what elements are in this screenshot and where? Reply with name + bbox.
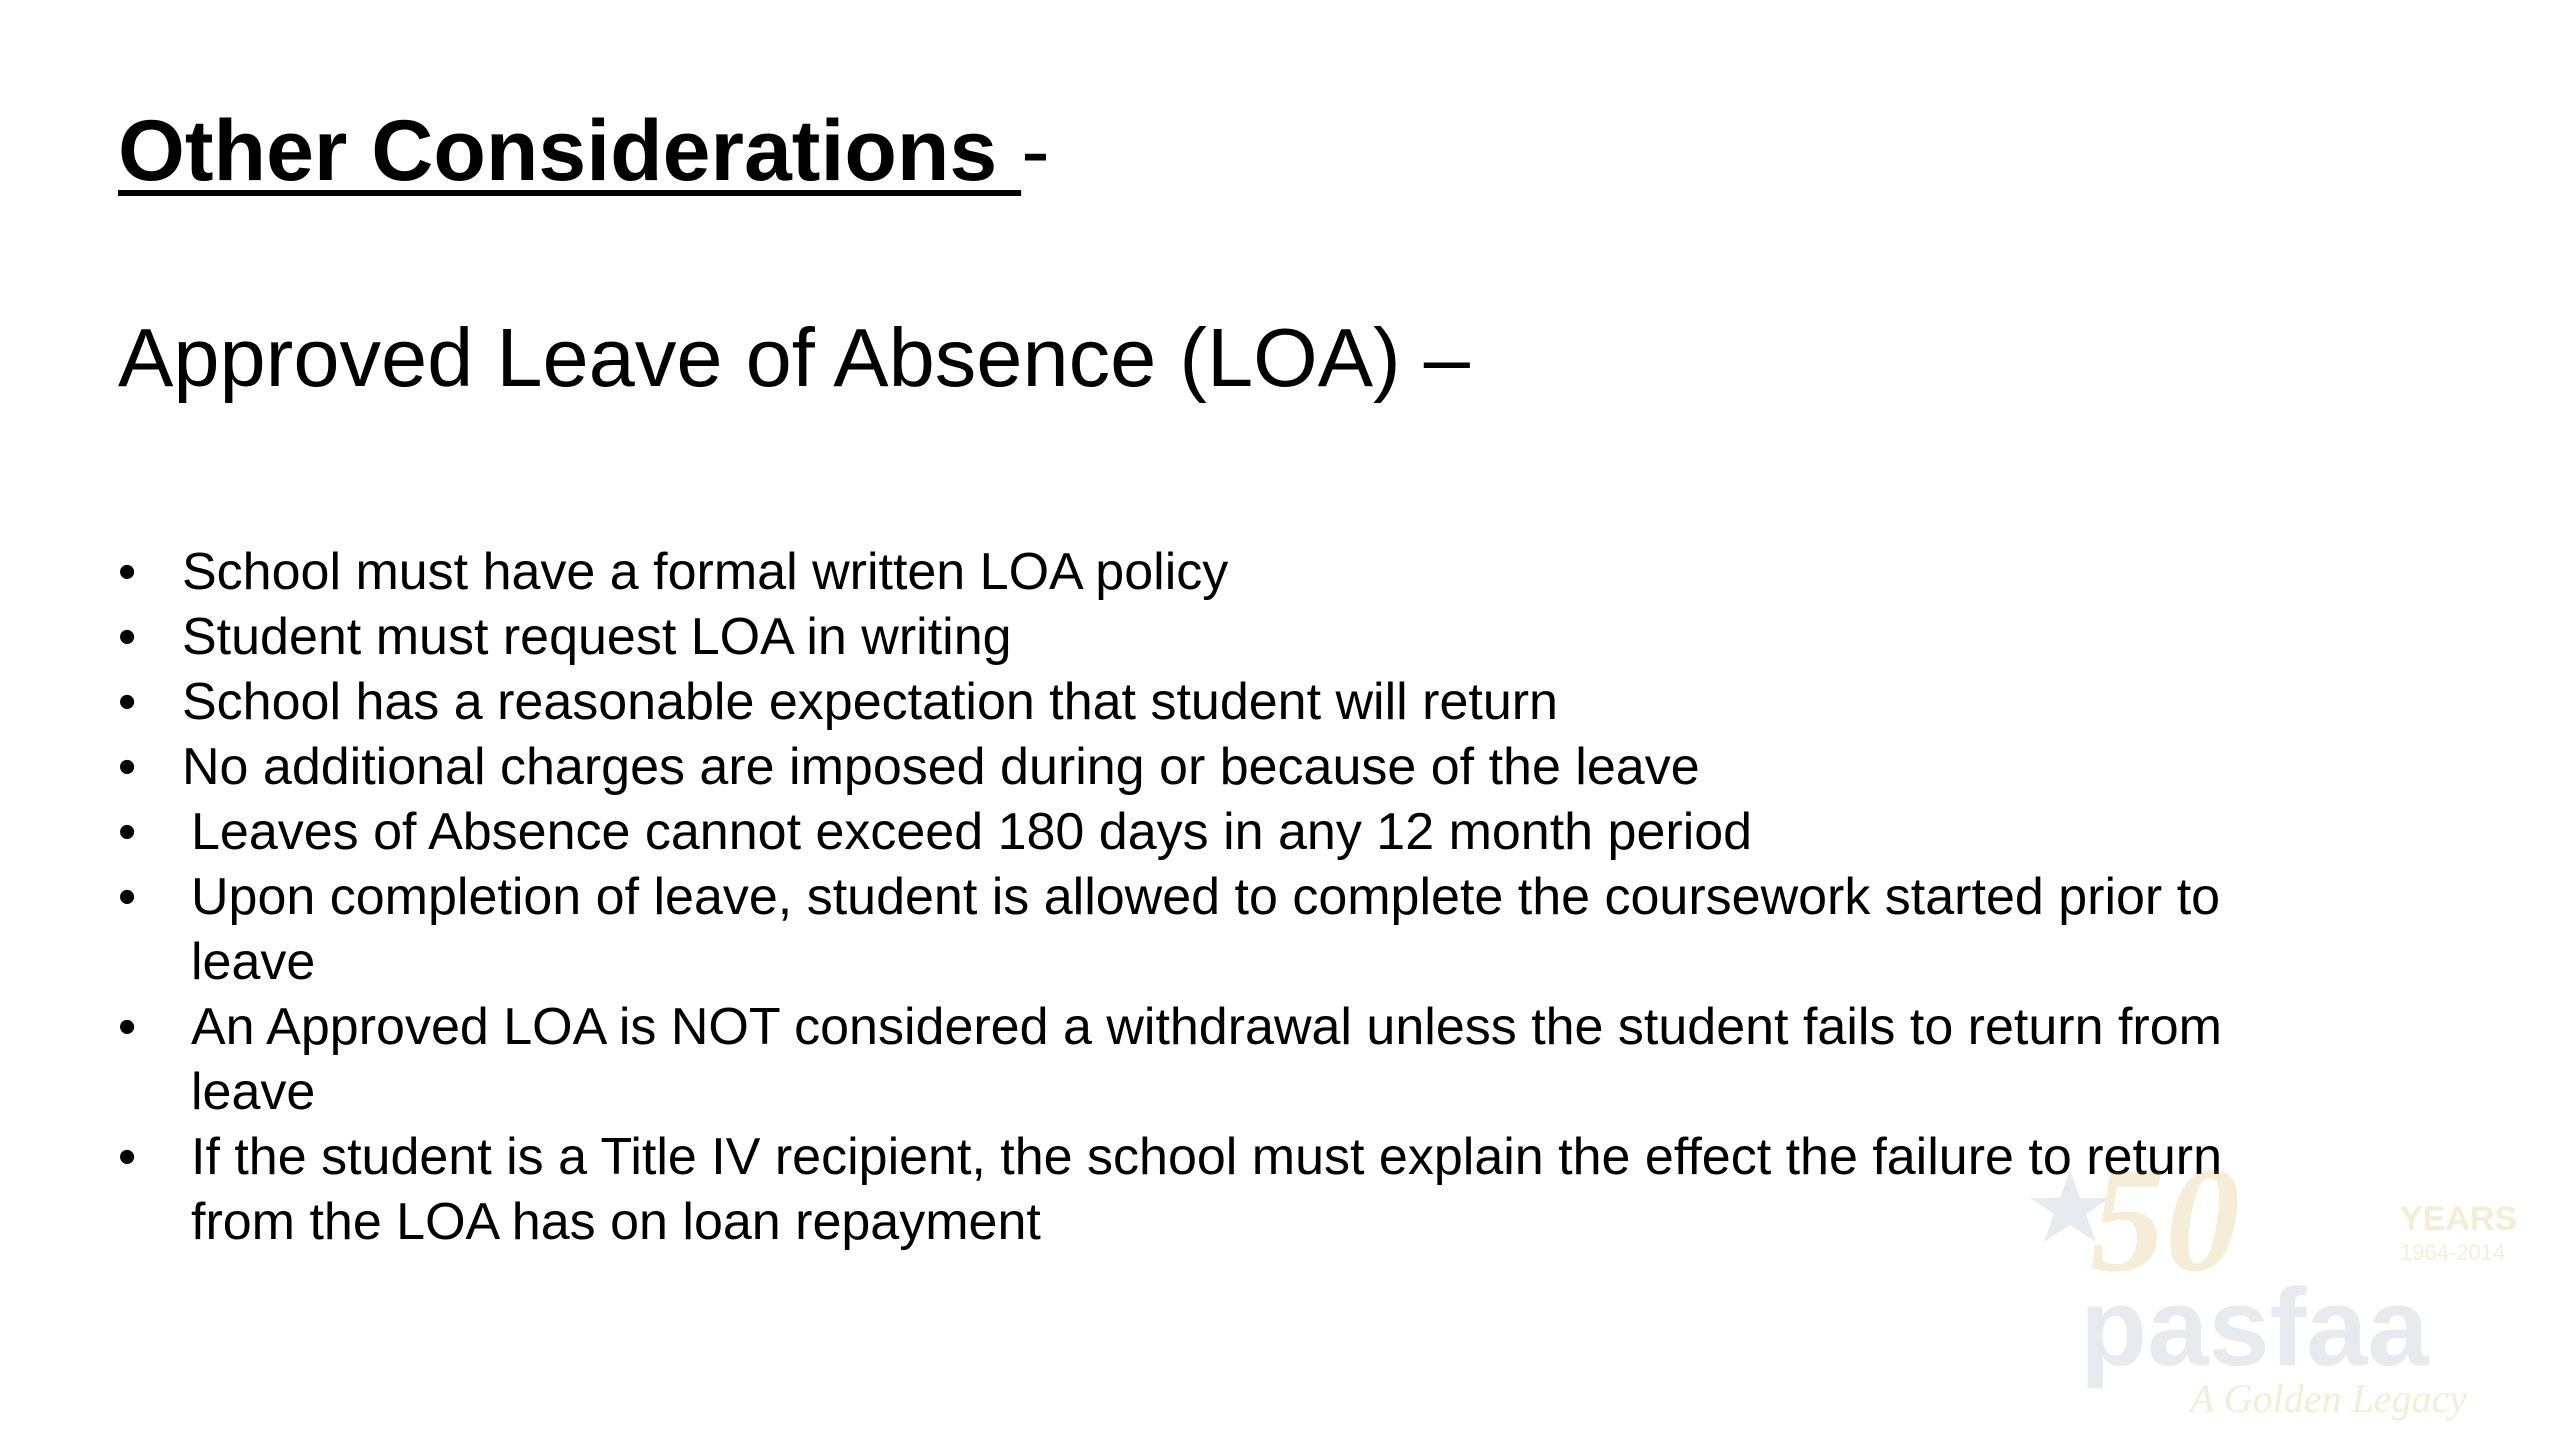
bullet-item [118, 800, 2318, 865]
bullet-text: An Approved LOA is NOT considered a withdrawal unless the student fails to return from leave [191, 998, 2222, 1121]
bullet-list [118, 540, 2318, 1255]
bullet-item [118, 670, 2318, 735]
bullet-text: No additional charges are imposed during or because of the leave [182, 738, 1700, 796]
bullet-dot: • [118, 738, 137, 796]
bullet-text: School has a reasonable expectation that student will return [182, 673, 1558, 731]
slide-heading [118, 100, 1050, 203]
bullet-dot: • [118, 543, 137, 601]
bullet-text: Upon completion of leave, student is allowed to complete the coursework started prior to leave [191, 868, 2221, 991]
logo-tagline: A Golden Legacy [2190, 1376, 2467, 1421]
bullet-dot: • [118, 803, 137, 861]
logo-number: 50 [2090, 1150, 2240, 1303]
bullet-dot: • [118, 998, 137, 1056]
bullet-dot: • [118, 868, 137, 926]
bullet-item [118, 995, 2318, 1125]
logo-years-range: 1964-2014 [2400, 1240, 2506, 1265]
bullet-dot: • [118, 673, 137, 731]
pasfaa-50-years-logo [2020, 1150, 2540, 1430]
bullet-text: Leaves of Absence cannot exceed 180 days in any 12 month period [191, 803, 1753, 861]
bullet-text: Student must request LOA in writing [182, 608, 1012, 666]
bullet-item [118, 540, 2318, 605]
heading-title: Other Considerations [118, 103, 1022, 199]
bullet-item [118, 735, 2318, 800]
bullet-dot: • [118, 608, 137, 666]
bullet-item [118, 1125, 2318, 1255]
heading-dash: - [1021, 103, 1050, 199]
bullet-dot: • [118, 1128, 137, 1186]
bullet-item [118, 865, 2318, 995]
logo-years: YEARS [2400, 1200, 2518, 1238]
slide-subheading: Approved Leave of Absence (LOA) – [118, 311, 1470, 404]
bullet-text: School must have a formal written LOA policy [182, 543, 1229, 601]
bullet-item [118, 605, 2318, 670]
bullet-text: If the student is a Title IV recipient, the school must explain the effect the failure to return from the LOA has on loan repayment [191, 1128, 2223, 1251]
logo-brand: pasfaa [2080, 1266, 2429, 1389]
